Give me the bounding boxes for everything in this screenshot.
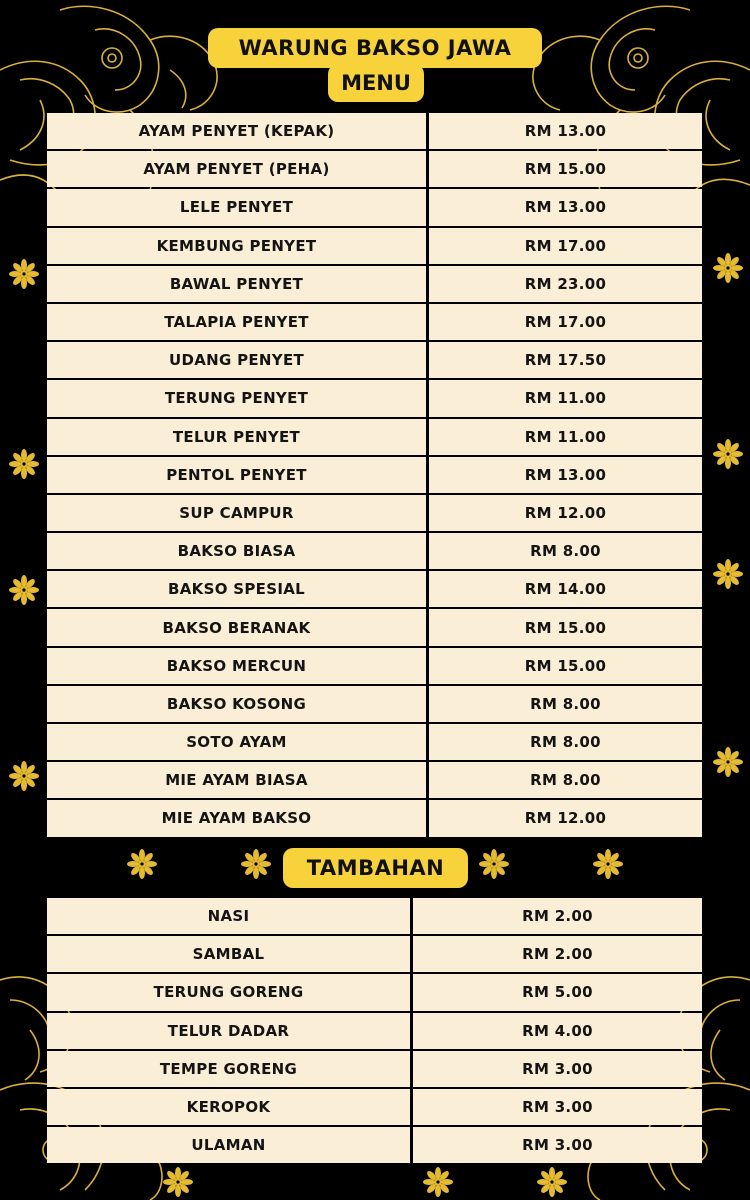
menu-table — [47, 113, 702, 837]
table-row — [47, 495, 702, 531]
item-name: UDANG PENYET — [47, 342, 426, 378]
flower-ornament-icon — [124, 846, 160, 882]
table-row — [47, 1089, 702, 1125]
item-name: BAKSO KOSONG — [47, 686, 426, 722]
item-name: SUP CAMPUR — [47, 495, 426, 531]
item-name: TALAPIA PENYET — [47, 304, 426, 340]
menu-section-label: MENU — [328, 64, 424, 102]
flower-ornament-icon — [238, 846, 274, 882]
item-price: RM 8.00 — [429, 533, 702, 569]
table-row — [47, 151, 702, 187]
item-name: ULAMAN — [47, 1127, 410, 1163]
item-price: RM 15.00 — [429, 151, 702, 187]
item-price: RM 2.00 — [413, 898, 702, 934]
flower-ornament-icon — [6, 758, 42, 794]
item-price: RM 15.00 — [429, 609, 702, 645]
table-row — [47, 762, 702, 798]
item-name: TEMPE GORENG — [47, 1051, 410, 1087]
table-row — [47, 266, 702, 302]
item-price: RM 17.50 — [429, 342, 702, 378]
item-price: RM 13.00 — [429, 113, 702, 149]
item-name: LELE PENYET — [47, 189, 426, 225]
item-price: RM 8.00 — [429, 762, 702, 798]
item-name: TERUNG GORENG — [47, 974, 410, 1010]
table-row — [47, 380, 702, 416]
table-row — [47, 800, 702, 836]
table-row — [47, 304, 702, 340]
table-row — [47, 936, 702, 972]
table-row — [47, 533, 702, 569]
table-row — [47, 1013, 702, 1049]
item-price: RM 13.00 — [429, 457, 702, 493]
item-name: TELUR PENYET — [47, 419, 426, 455]
item-price: RM 11.00 — [429, 419, 702, 455]
flower-ornament-icon — [476, 846, 512, 882]
item-price: RM 5.00 — [413, 974, 702, 1010]
item-price: RM 12.00 — [429, 800, 702, 836]
table-row — [47, 898, 702, 934]
item-name: KEROPOK — [47, 1089, 410, 1125]
item-name: TERUNG PENYET — [47, 380, 426, 416]
table-row — [47, 1051, 702, 1087]
item-price: RM 3.00 — [413, 1089, 702, 1125]
table-row — [47, 113, 702, 149]
page-title: WARUNG BAKSO JAWA — [208, 28, 542, 68]
flower-ornament-icon — [6, 256, 42, 292]
item-name: SAMBAL — [47, 936, 410, 972]
item-price: RM 3.00 — [413, 1051, 702, 1087]
item-price: RM 17.00 — [429, 228, 702, 264]
flower-ornament-icon — [710, 250, 746, 286]
item-price: RM 15.00 — [429, 648, 702, 684]
item-price: RM 23.00 — [429, 266, 702, 302]
item-price: RM 17.00 — [429, 304, 702, 340]
item-name: BAKSO BERANAK — [47, 609, 426, 645]
item-name: SOTO AYAM — [47, 724, 426, 760]
item-name: TELUR DADAR — [47, 1013, 410, 1049]
table-row — [47, 342, 702, 378]
table-row — [47, 419, 702, 455]
item-price: RM 12.00 — [429, 495, 702, 531]
flower-ornament-icon — [710, 556, 746, 592]
item-name: BAKSO BIASA — [47, 533, 426, 569]
flower-ornament-icon — [6, 572, 42, 608]
table-row — [47, 571, 702, 607]
table-row — [47, 228, 702, 264]
item-price: RM 13.00 — [429, 189, 702, 225]
item-price: RM 8.00 — [429, 686, 702, 722]
item-name: MIE AYAM BIASA — [47, 762, 426, 798]
flower-ornament-icon — [590, 846, 626, 882]
item-name: BAKSO SPESIAL — [47, 571, 426, 607]
flower-ornament-icon — [710, 744, 746, 780]
item-name: AYAM PENYET (KEPAK) — [47, 113, 426, 149]
flower-ornament-icon — [420, 1164, 456, 1200]
table-row — [47, 686, 702, 722]
flower-ornament-icon — [710, 436, 746, 472]
table-row — [47, 1127, 702, 1163]
item-name: AYAM PENYET (PEHA) — [47, 151, 426, 187]
table-row — [47, 609, 702, 645]
item-price: RM 8.00 — [429, 724, 702, 760]
item-name: KEMBUNG PENYET — [47, 228, 426, 264]
table-row — [47, 189, 702, 225]
item-price: RM 4.00 — [413, 1013, 702, 1049]
extras-section-label: TAMBAHAN — [283, 848, 468, 888]
item-price: RM 3.00 — [413, 1127, 702, 1163]
item-name: BAKSO MERCUN — [47, 648, 426, 684]
table-row — [47, 974, 702, 1010]
item-name: NASI — [47, 898, 410, 934]
item-price: RM 11.00 — [429, 380, 702, 416]
flower-ornament-icon — [160, 1164, 196, 1200]
item-price: RM 14.00 — [429, 571, 702, 607]
flower-ornament-icon — [6, 446, 42, 482]
flower-ornament-icon — [534, 1164, 570, 1200]
table-row — [47, 457, 702, 493]
item-price: RM 2.00 — [413, 936, 702, 972]
item-name: BAWAL PENYET — [47, 266, 426, 302]
table-row — [47, 648, 702, 684]
item-name: PENTOL PENYET — [47, 457, 426, 493]
item-name: MIE AYAM BAKSO — [47, 800, 426, 836]
extras-table — [47, 898, 702, 1163]
table-row — [47, 724, 702, 760]
